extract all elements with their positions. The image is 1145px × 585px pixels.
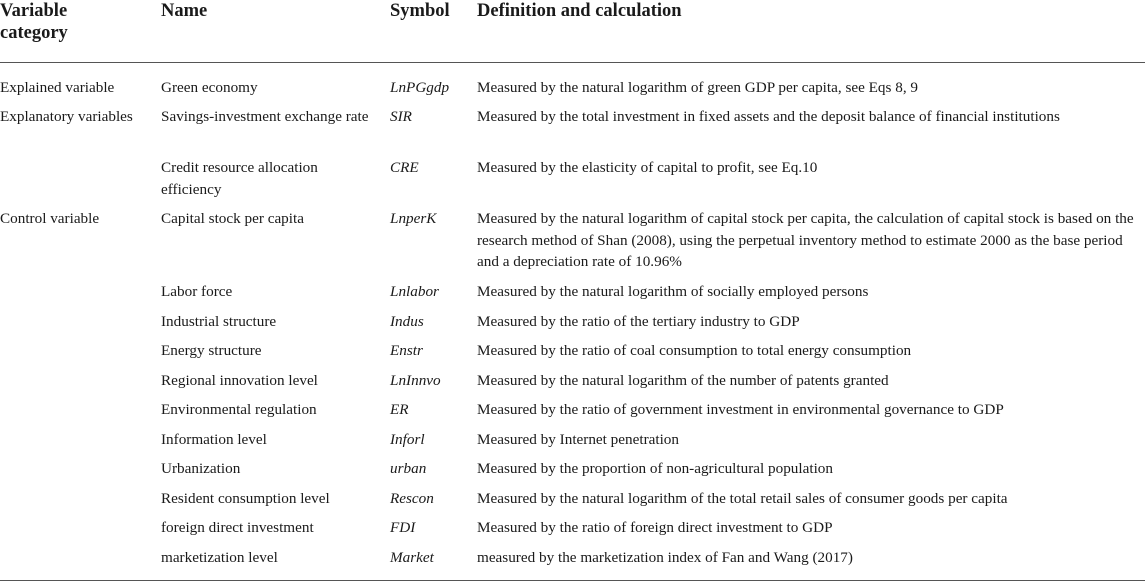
cell-symbol: LnPGgdp [390,79,450,96]
cell-symbol: Enstr [390,342,423,359]
header-name: Name [161,1,208,21]
table-header [0,0,1145,52]
cell-name: Regional innovation level [161,371,318,389]
table-row [0,547,1145,577]
cell-name: foreign direct investment [161,519,314,536]
cell-name: Resident consumption level [161,489,330,507]
cell-definition: Measured by the ratio of coal consumption to total energy consumption [477,342,912,359]
cell-definition: Measured by the elasticity of capital to profit, see Eq.10 [477,159,818,176]
cell-definition: measured by the marketization index of Fan and Wang (2017) [477,548,853,566]
cell-symbol: Indus [390,312,424,330]
cell-name: marketization level [161,548,278,566]
cell-definition: Measured by the natural logarithm of the total retail sales of consumer goods per capita [477,489,1008,507]
cell-symbol: ER [390,401,409,418]
table-row [0,370,1145,400]
table-bottom-rule [0,580,1145,581]
table-body [0,77,1145,576]
cell-symbol: Market [390,548,434,566]
cell-name: Industrial structure [161,312,277,330]
cell-symbol: urban [390,460,427,477]
cell-name: Environmental regulation [161,401,317,418]
cell-definition: Measured by Internet penetration [477,430,679,448]
cell-definition: Measured by the proportion of non-agricultural population [477,460,833,477]
table-row [0,517,1145,547]
cell-symbol: SIR [390,108,412,125]
table-row [0,340,1145,370]
cell-symbol: LnperK [390,210,437,227]
cell-name: Savings-investment exchange rate [161,108,369,125]
table-row [0,106,1145,157]
cell-symbol: CRE [390,159,419,176]
cell-symbol: Lnlabor [390,283,439,300]
cell-name: Urbanization [161,460,241,477]
header-variable-category: Variable category [0,1,68,43]
cell-definition: Measured by the ratio of the tertiary industry to GDP [477,312,800,330]
cell-definition: Measured by the natural logarithm of socially employed persons [477,283,869,300]
cell-name: Energy structure [161,342,262,359]
cell-definition: Measured by the natural logarithm of green GDP per capita, see Eqs 8, 9 [477,79,919,96]
cell-definition: Measured by the natural logarithm of capital stock per capita, the calculation of capital stock is based on the research method of Shan (2008), using the perpetual inventory method to estimate 2000 as the base period and a depreciation rate of 10.96% [477,210,1134,270]
cell-category: Explanatory variables [0,108,133,125]
table-row [0,77,1145,106]
cell-definition: Measured by the natural logarithm of the number of patents granted [477,371,889,389]
cell-name: Credit resource allocation efficiency [161,159,318,198]
cell-name: Green economy [161,79,258,96]
cell-name: Labor force [161,283,233,300]
cell-name: Capital stock per capita [161,210,304,227]
table-row [0,458,1145,488]
table-row [0,399,1145,429]
table-row [0,281,1145,311]
header-definition: Definition and calculation [477,1,682,21]
cell-name: Information level [161,430,267,448]
cell-symbol: LnInnvo [390,371,441,389]
cell-definition: Measured by the total investment in fixed assets and the deposit balance of financial institutions [477,108,1060,125]
cell-definition: Measured by the ratio of government investment in environmental governance to GDP [477,401,1004,418]
header-divider [0,62,1145,63]
table-row [0,208,1145,281]
table-row [0,488,1145,518]
cell-symbol: Rescon [390,489,434,507]
cell-symbol: FDI [390,519,416,536]
cell-category: Control variable [0,210,100,227]
table-row [0,311,1145,341]
header-symbol: Symbol [390,1,450,21]
table-row [0,429,1145,459]
cell-definition: Measured by the ratio of foreign direct investment to GDP [477,519,833,536]
table-row [0,157,1145,208]
cell-category: Explained variable [0,79,115,96]
cell-symbol: Inforl [390,430,425,448]
